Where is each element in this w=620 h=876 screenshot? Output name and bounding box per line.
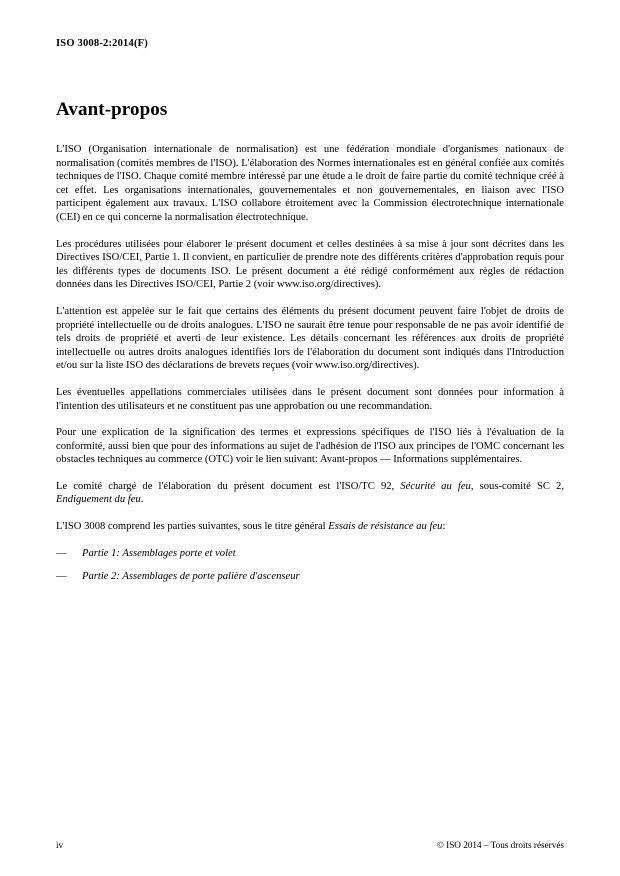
parts-intro-after: :: [442, 521, 446, 533]
committee-paragraph: [56, 480, 564, 507]
document-body: [56, 143, 564, 584]
document-header-id: ISO 3008-2:2014(F): [56, 38, 148, 49]
page-title: Avant-propos: [56, 99, 168, 120]
paragraph-5: Pour une explication de la signification des termes et expressions spécifiques de l'ISO liés à l'évaluation de la conformité, aussi bien que pour des informations au sujet de l'adhésion de l'ISO aux principes de l'OMC concernant les obstacles techniques au commerce (OTC) voir le lien suivant: Avant-propos — Informations supplémentaires.: [56, 427, 564, 466]
committee-title-2: Endiguement du feu: [56, 494, 141, 506]
committee-text-middle: , sous-comité SC 2,: [470, 480, 564, 492]
paragraph-4: Les éventuelles appellations commerciales utilisées dans le présent document sont données pour information à l'intention des utilisateurs et ne constituent pas une approbation ou une recommandation.: [56, 386, 564, 412]
parts-intro-before: L'ISO 3008 comprend les parties suivantes, sous le titre général: [56, 521, 329, 533]
copyright-notice: © ISO 2014 – Tous droits réservés: [436, 840, 564, 850]
parts-list: [56, 547, 564, 584]
paragraph-2: Les procédures utilisées pour élaborer le présent document et celles destinées à sa mise à jour sont décrites dans les Directives ISO/CEI, Partie 1. Il convient, en particulier de prendre note des différents critères d'approbation requis pour les différents types de documents ISO. Le présent document a été rédigé conformément aux règles de rédaction données dans les Directives ISO/CEI, Partie 2 (voir www.iso.org/directives).: [56, 238, 564, 291]
committee-text-after: .: [140, 494, 144, 506]
paragraph-1: L'ISO (Organisation internationale de normalisation) est une fédération mondiale d'organismes nationaux de normalisation (comités membres de l'ISO). L'élaboration des Normes internationales est en général confiée aux comités techniques de l'ISO. Chaque comité membre intéressé par une étude a le droit de faire partie du comité technique créé à cet effet. Les organisations internationales, gouvernementales et non gouvernementales, en liaison avec l'ISO participent également aux travaux. L'ISO collabore étroitement avec la Commission électrotechnique internationale (CEI) en ce qui concerne la normalisation électrotechnique.: [56, 144, 564, 223]
list-dash: —: [56, 571, 67, 583]
paragraph-3: L'attention est appelée sur le fait que certains des éléments du présent document peuvent faire l'objet de droits de propriété intellectuelle ou de droits analogues. L'ISO ne saurait être tenue pour responsable de ne pas avoir identifié de tels droits de propriété et averti de leur existence. Les détails concernant les références aux droits de propriété intellectuelle ou autres droits analogues identifiés lors de l'élaboration du document sont indiqués dans l'Introduction et/ou sur la liste ISO des déclarations de brevets reçues (voir www.iso.org/directives).: [56, 305, 564, 372]
committee-text-before: Le comité chargé de l'élaboration du présent document est l'ISO/TC 92,: [56, 480, 401, 492]
list-item-label: Partie 2: Assemblages de porte palière d'ascenseur: [82, 571, 300, 583]
list-item: [56, 570, 564, 584]
page-footer: [56, 840, 564, 850]
parts-intro-title: Essais de résistance au feu: [328, 521, 443, 533]
committee-title-1: Sécurité au feu: [400, 480, 471, 492]
parts-intro-paragraph: [56, 520, 564, 534]
list-item: [56, 547, 564, 561]
list-item-label: Partie 1: Assemblages porte et volet: [82, 547, 236, 559]
list-dash: —: [56, 547, 67, 559]
page-number: iv: [56, 840, 64, 850]
